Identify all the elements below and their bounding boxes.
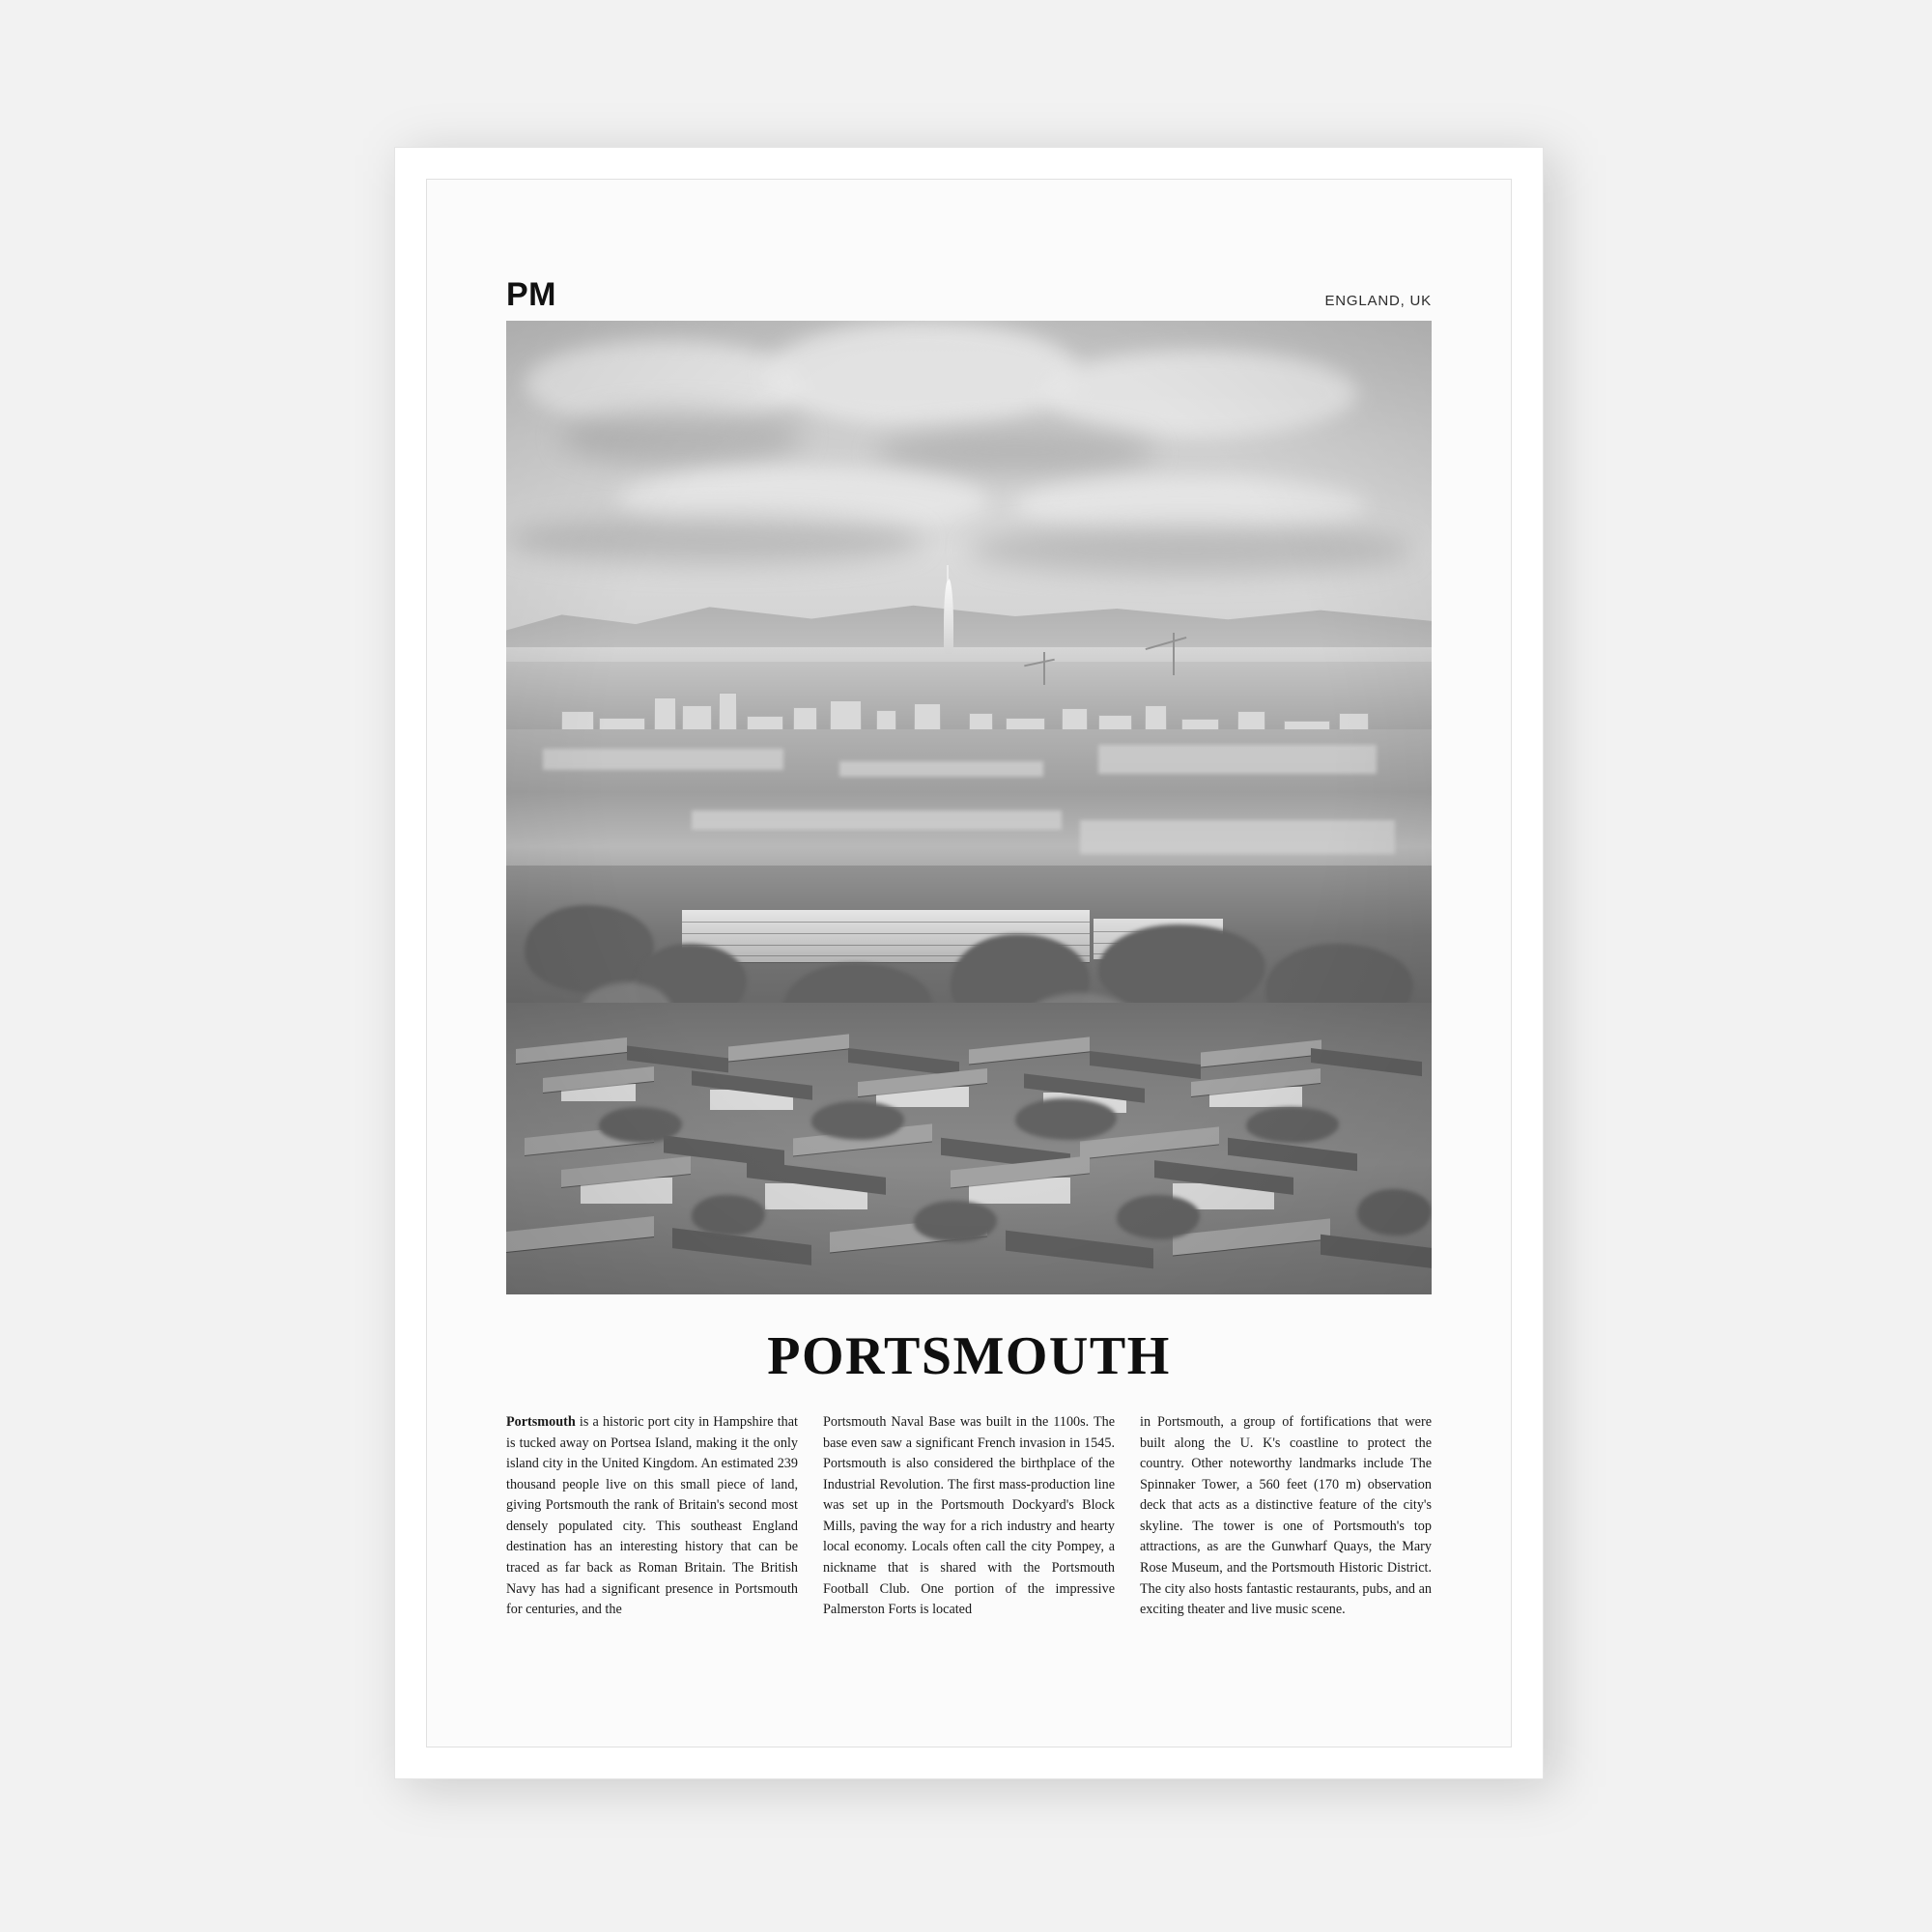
monogram-label: PM: [506, 276, 556, 313]
region-label: ENGLAND, UK: [1324, 293, 1432, 309]
body-column-2: [823, 1412, 1115, 1621]
poster-mat: [427, 180, 1511, 1747]
city-skyline-band: [506, 662, 1432, 740]
body-column-3: [1140, 1412, 1432, 1621]
poster-header: [506, 276, 1432, 311]
dock-crane-icon: [1173, 633, 1175, 675]
residential-rooftops: [506, 1003, 1432, 1294]
body-text-2: Portsmouth Naval Base was built in the 1100s. The base even saw a significant French invasion in 1545. Portsmouth is also considered the birthplace of the Industrial Revolution. The first mass-production line was set up in the Portsmouth Dockyard's Block Mills, paving the way for a rich industry and hearty local economy. Locals often call the city Pompey, a nickname that is shared with the Portsmouth Football Club. One portion of the impressive Palmerston Forts is located: [823, 1414, 1115, 1618]
body-lead-word: Portsmouth: [506, 1414, 576, 1430]
mid-ground-fields: [506, 729, 1432, 885]
cityscape-photo: [506, 321, 1432, 1294]
page-title: PORTSMOUTH: [767, 1326, 1171, 1386]
body-text-3: in Portsmouth, a group of fortifications that were built along the U. K's coastline to protect the country. Other noteworthy landmarks include The Spinnaker Tower, a 560 feet (170 m) observation deck that acts as a distinctive feature of the city's skyline. The tower is one of Portsmouth's top attractions, as are the Gunwharf Quays, the Mary Rose Museum, and the Portsmouth Historic District. The city also hosts fantastic restaurants, pubs, and an exciting theater and live music scene.: [1140, 1414, 1432, 1618]
poster: [427, 180, 1511, 1747]
body-text-1: is a historic port city in Hampshire that is tucked away on Portsea Island, making it the only island city in the United Kingdom. An estimated 239 thousand people live on this small piece of land, giving Portsmouth the rank of Britain's second most densely populated city. This southeast England destination has an interesting history that can be traced as far back as Roman Britain. The British Navy has had a significant presence in Portsmouth for centuries, and the: [506, 1414, 798, 1618]
body-columns: [506, 1412, 1432, 1621]
body-column-1: [506, 1412, 798, 1621]
picture-frame: [394, 147, 1544, 1779]
